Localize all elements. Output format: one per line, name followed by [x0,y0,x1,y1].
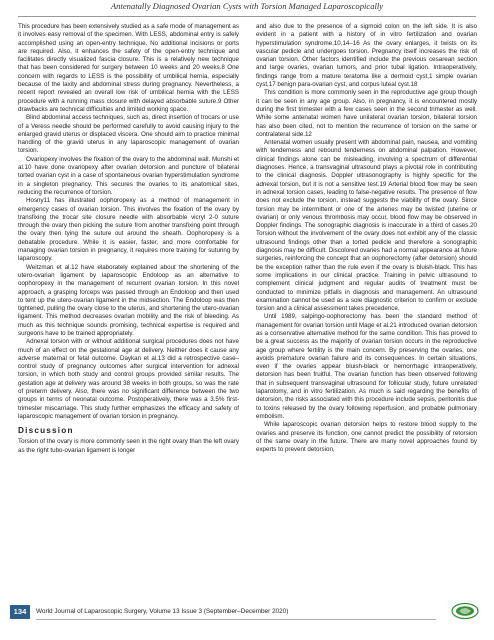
paragraph: Ovariopexy involves the fixation of the ovary to the abdominal wall. Munshi et al.10 have done ovariopexy after ovarian detorsion and puncture of bilateral torted ovarian cyst in a case of spontaneous ovarian hyperstimulation syndrome in a singleton pregnancy. This secures the ovaries to its anatomical sites, reducing the recurrence of torsion. [18,155,239,196]
jaypee-logo-icon [450,602,480,620]
right-column [256,23,477,597]
paragraph: Hosny11 has illustrated oophoropexy as a method of management in emergency cases of ovarian torsion. This involves the fixation of the ovary by transfixing the trocar site closure needle with absorbable vicryl 2-0 suture through the ovary then picking the suture from another transfixing point through the ovary then tying the suture out around the sheath. Oophoropexy is a debatable procedure. While it is easier, faster, and more comfortable for managing ovarian torsion in pregnancy, it requires more training for suturing by laparoscopy. [18,197,239,263]
paragraph: and also due to the presence of a sigmoid colon on the left side. It is also evident in a patient with a history of in vitro fertilization and ovarian hyperstimulation syndrome.10,14–16 As the ovary enlarges, it twists on its vascular pedicle and undergoes torsion. Pregnancy itself increases the risk of ovarian torsion. Other factors identified include the previous cesarean section and large ovaries, ovarian tumors, and prior tubal ligation. Intraoperatively, findings range from a mature teratoma like a dermoid cyst,1 simple ovarian cyst,17 benign para-ovarian cyst, and corpus luteal cyst.18 [256,23,477,89]
footer-divider [36,619,436,620]
page-number: 134 [10,605,30,619]
paragraph: This procedure has been extensively studied as a safe mode of management as it involves easy removal of the specimen. With LESS, abdominal entry is safely accomplished using an open-entry technique. No additional incisions or ports are required. Also, it enhances the safety of the open-entry technique and facilitates directly visualized fascia closure. This is a relatively new technique that has been considered for surgery between 10 weeks and 20 weeks.8 One concern with regards to LESS is the possibility of umbilical hernia, especially because of the laxity and abdominal stress during pregnancy. Nevertheless, a recent report revealed an overall low risk of umbilical hernia with the LESS procedure with a running mass closure with delayed absorbable suture.9 Other drawbacks are technical difficulties and limited working space. [18,23,239,113]
paragraph: Blind abdominal access techniques, such as, direct insertion of trocars or use of a Veress needle should be performed carefully to avoid causing injury to the enlarged gravid uterus or displaced viscera. One should aim to practice minimal handling of the gravid uterus in any laparoscopic management of ovarian torsion. [18,114,239,155]
paragraph: This condition is more commonly seen in the reproductive age group though it can be seen in any age group. Also, in pregnancy, it is encountered mostly during the first trimester with a few cases seen in the second trimester as well. While some antenatal women have unilateral ovarian torsion, bilateral torsion has also been cited, not to mention the recurrence of torsion on the same or contralateral side.12 [256,89,477,138]
discussion-heading: Discussion [18,426,74,436]
paragraph: Weitzman et al.12 have elaborately explained about the shortening of the utero-ovarian ligament by laparoscopic Endoloop as an alternative to oophoropexy in the management of recurrent ovarian torsion. In this novel approach, a grasping forceps was passed through an Endoloop and then used to tent up the utero-ovarian ligament in the midsection. The Endoloop was then tightened, pulling the ovary close to the uterus, and shortening the utero-ovarian ligament. This method decreases ovarian mobility and the risk of bleeding. As much as this technique sounds promising, technical expertise is required and surgeons have to be trained appropriately. [18,263,239,337]
paragraph: Antenatal women usually present with abdominal pain, nausea, and vomiting with tenderness and rebound tenderness on abdominal palpation. However, clinical findings alone can be misleading, involving a spectrum of differential diagnoses. Hence, a transvaginal ultrasound plays a pivotal role in contributing to the clinical diagnosis. Doppler ultrasonography is highly specific for the adnexal torsion, but it is not a sensitive test.19 Arterial blood flow may be seen in adnexal torsion cases, leading to false-negative results. The presence of flow does not exclude the torsion, instead suggests the viability of the ovary. Since torsion may be intermittent or one of the arteries may be twisted (uterine or ovarian) or only venous thrombosis may occur, blood flow may be observed in Doppler findings. The sonographic diagnosis is inaccurate in a third of cases.20 Torsion without the involvement of the ovary does not exhibit any of the classic ultrasound findings other than a torted pedicle and therefore a sonographic diagnosis may be difficult. Discolored ovaries had a normal appearance at future surgeries, reinforcing the concept that an oophorectomy (after detorsion) should be the exception rather than the rule even if the ovary is bluish-black. This has some implications in our clinical practice. Training in pelvic ultrasound to complement clinical judgment and regular audits of treatment must be conducted to minimize pitfalls in diagnosis and management. An ultrasound examination cannot be used as a sole diagnostic criterion to confirm or exclude torsion and a clinical assessment takes precedence. [256,139,477,313]
left-column [18,23,239,597]
paragraph: Until 1989, salpingo-oophorectomy has been the standard method of management for ovarian torsion until Mage et al.21 introduced ovarian detorsion as a conservative alternative method for the same condition. This has proved to be a great success as the majority of ovarian torsion occurs in the reproductive age group where fertility is the main concern. By preserving the ovaries, one avoids premature ovarian failure and its consequences. In certain situations, even if the ovaries appear bluish-black or hemorrhagic intraoperatively, detorsion has been fruitful. The ovarian function has been observed following that in subsequent transvaginal ultrasound for follicular study, future unrelated laparotomy, and in vitro fertilization. As much is said regarding the benefits of detorsion, the risks associated with this procedure include sepsis, peritonitis due to toxins released by the ovary following reperfusion, and probable pulmonary embolism. [256,313,477,420]
running-header [0,0,494,20]
paragraph: Torsion of the ovary is more commonly seen in the right ovary than the left ovary as the right tubo-ovarian ligament is longer [18,438,239,454]
page-footer [0,600,494,640]
running-title: Antenatally Diagnosed Ovarian Cysts with Torsion Managed Laparoscopically [110,1,384,11]
paragraph: Adnexal torsion with or without additional surgical procedures does not have much of an effect on the gestational age at delivery. Neither does it cause any adverse maternal or fetal outcome. Daykan et al.13 did a retrospective case–control study of pregnancy outcomes after surgical intervention for adnexal torsion, in which both study and control groups provided similar results. The gestation age at delivery was around 38 weeks in both groups, so was the rate of preterm delivery. Also, there was no significant difference between the two groups in terms of neonatal outcome. Postoperatively, there was a 3.5% first-trimester miscarriage. This study further emphasizes the efficacy and safety of laparoscopic management of ovarian torsion in pregnancy. [18,338,239,420]
journal-citation: World Journal of Laparoscopic Surgery, Volume 13 Issue 3 (September–December 2020) [36,608,289,615]
paragraph: While laparoscopic ovarian detorsion helps to restore blood supply to the ovaries and preserve its function, one cannot predict the possibility of retorsion of the same ovary in the future. There are many novel approaches found by experts to prevent detorsion, [256,421,477,454]
header-divider [18,16,476,17]
